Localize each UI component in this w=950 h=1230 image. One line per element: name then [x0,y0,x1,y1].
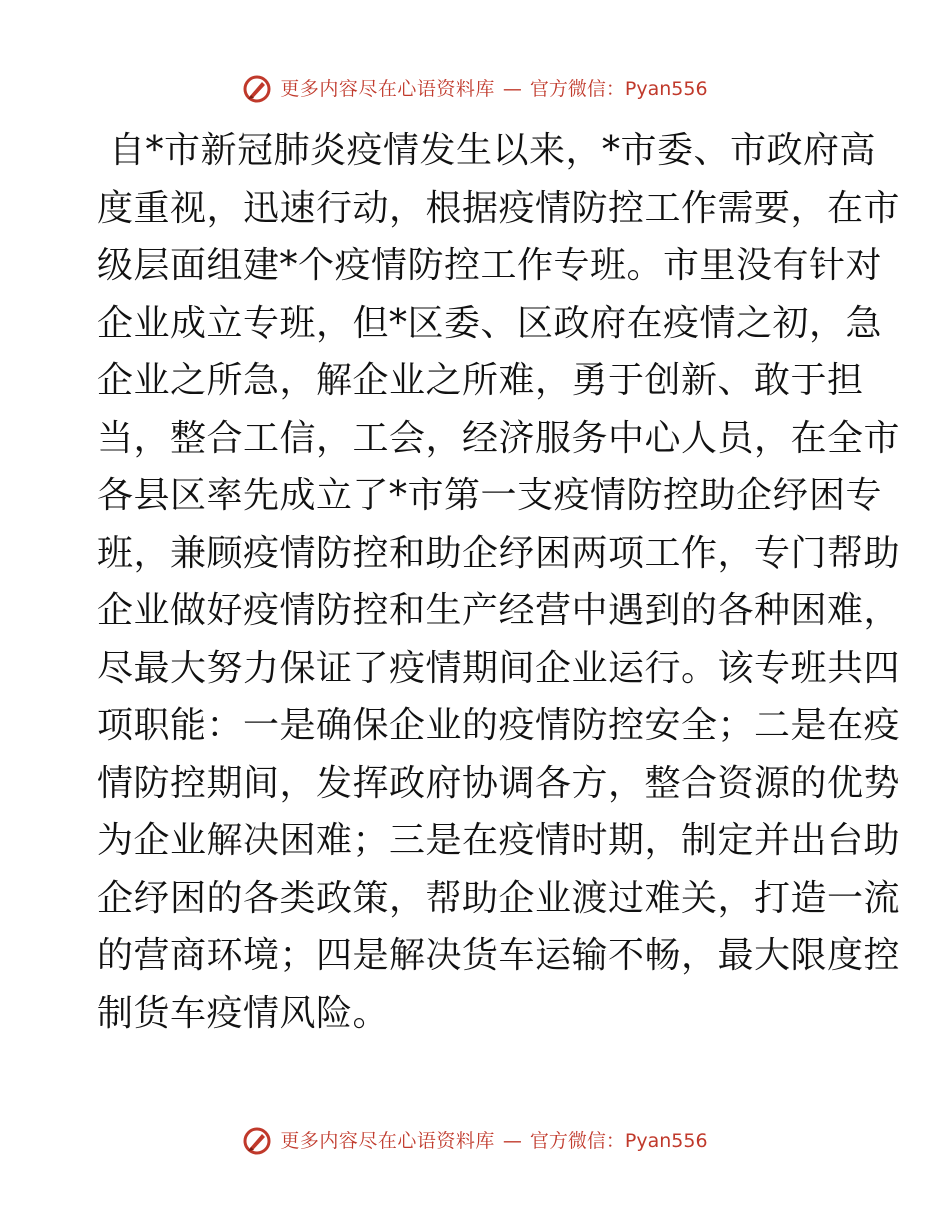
body-line: 自*市新冠肺炎疫情发生以来，*市委、市政府高 [109,130,877,171]
body-line: 企纾困的各类政策，帮助企业渡过难关，打造一流 [97,877,901,919]
body-line: 度重视，迅速行动，根据疫情防控工作需要，在市 [97,187,901,229]
body-line: 为企业解决困难；三是在疫情时期，制定并出台助 [97,820,901,861]
body-line: 的营商环境；四是解决货车运输不畅，最大限度控 [97,935,901,976]
watermark-separator: — [502,78,522,100]
body-line: 项职能：一是确保企业的疫情防控安全；二是在疫 [97,705,901,746]
body-line: 企业做好疫情防控和生产经营中遇到的各种困难， [97,590,901,631]
document-body [97,122,901,1042]
body-line: 企业成立专班，但*区委、区政府在疫情之初，急 [97,302,883,344]
body-line: 各县区率先成立了*市第一支疫情防控助企纾困专 [97,475,883,516]
watermark-wechat-id: 官方微信：Pyan556 [529,78,708,100]
pen-logo-icon [242,1126,272,1156]
watermark-separator: — [502,1130,522,1152]
body-line: 情防控期间，发挥政府协调各方，整合资源的优势 [97,762,901,804]
watermark-text: 更多内容尽在心语资料库 [280,78,495,100]
body-line: 班，兼顾疫情防控和助企纾困两项工作，专门帮助 [97,532,901,574]
watermark-text: 更多内容尽在心语资料库 [280,1130,495,1152]
body-line: 企业之所急，解企业之所难，勇于创新、敢于担 [97,360,864,401]
header-watermark [0,74,950,104]
body-line: 级层面组建*个疫情防控工作专班。市里没有针对 [97,245,883,286]
pen-logo-icon [242,74,272,104]
body-line: 尽最大努力保证了疫情期间企业运行。该专班共四 [97,647,901,689]
footer-watermark [0,1126,950,1156]
body-line: 当，整合工信，工会，经济服务中心人员，在全市 [97,417,901,459]
watermark-wechat-id: 官方微信：Pyan556 [529,1130,708,1152]
body-line: 制货车疫情风险。 [97,992,390,1034]
